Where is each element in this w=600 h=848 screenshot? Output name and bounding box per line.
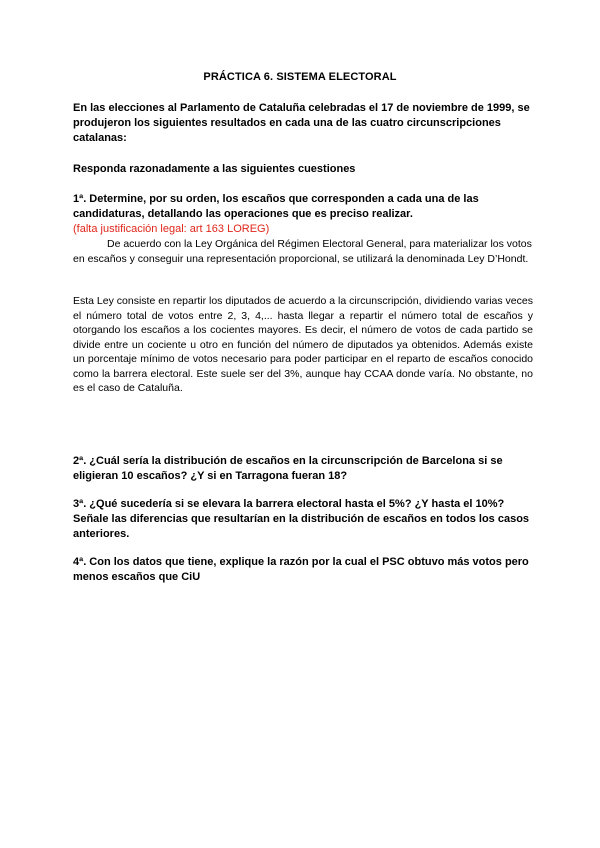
correction-note: (falta justificación legal: art 163 LOREG) [73,223,270,235]
question-1-answer: De acuerdo con la Ley Orgánica del Régimen Electoral General, para materializar los votos en escaños y conseguir una representación proporcional, se utilizará la denominada Ley D’Hondt. [73,238,532,265]
question-1-text: 1ª. Determine, por su orden, los escaños que corresponden a cada una de las candidaturas, detallando las operaciones que es preciso realizar. [73,193,479,220]
question-2: 2ª. ¿Cuál sería la distribución de escaños en la circunscripción de Barcelona si se eligieran 10 escaños? ¿Y si en Tarragona fueran 18? [73,455,503,482]
intro-paragraph: En las elecciones al Parlamento de Cataluña celebradas el 17 de noviembre de 1999, se produjeron los siguientes resultados en cada una de las cuatro circunscripciones catalanas: [73,102,530,144]
dhondt-explanation: Esta Ley consiste en repartir los diputados de acuerdo a la circunscripción, dividiendo varias veces el número total de votos entre 2, 3, 4,... hasta llegar a repartir el número total de escaños y otorgando los escaños a los cocientes mayores. Es decir, el número de votos de cada partido se divide entre un cociente u otro en función del número de diputados ya obtenidos. Además existe un porcentaje mínimo de votos necesario para poder participar en el reparto de escaños conocido como la barrera electoral. Este suele ser del 3%, aunque hay CCAA donde varía. No obstante, no es el caso de Cataluña. [73,295,533,394]
question-3: 3ª. ¿Qué sucedería si se elevara la barrera electoral hasta el 5%? ¿Y hasta el 10%? Señale las diferencias que resultarían en la distribución de escaños en todos los casos anteriores. [73,498,530,540]
page-title: PRÁCTICA 6. SISTEMA ELECTORAL [203,71,397,83]
question-4: 4ª. Con los datos que tiene, explique la razón por la cual el PSC obtuvo más votos pero menos escaños que CiU [73,556,529,583]
question-1 [73,192,533,266]
instruction-text: Responda razonadamente a las siguientes cuestiones [73,163,356,175]
